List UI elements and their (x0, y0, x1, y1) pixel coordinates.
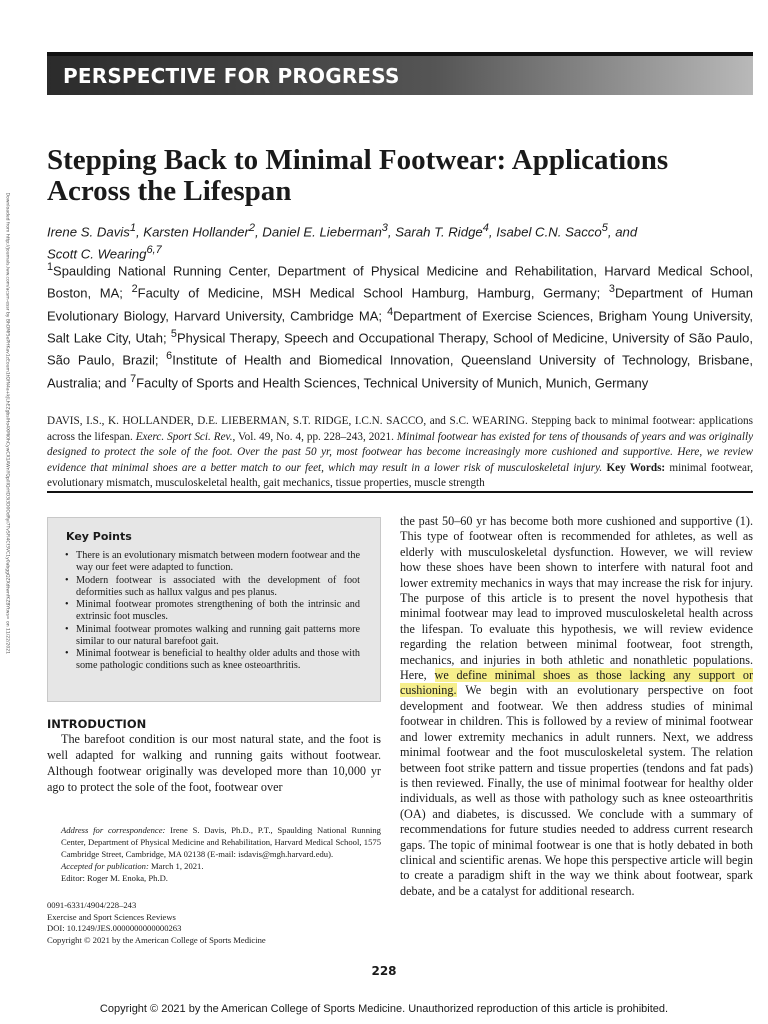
author-list: Irene S. Davis$^1$, Karsten Hollander$^2$, Daniel E. Lieberman$^3$, Sarah T. Ridge$^4$, Isabel C.N. Sacco$^5$, and Scott C. Wearing$^{6,7}$ (47, 222, 638, 262)
journal-line: Exercise and Sport Sciences Reviews (47, 911, 176, 922)
download-watermark (0, 192, 13, 820)
author-name: Scott C. Wearing (47, 246, 147, 262)
key-point-item: • Modern footwear is associated with the development of foot deformities such as hallux valgus and pes planus. (64, 575, 360, 599)
section-banner (47, 52, 753, 95)
section-divider (47, 491, 753, 493)
abstract-summary: Minimal footwear has existed for tens of thousands of years and was originally designed to protect the sole of the foot. Over the past 50 yr, most footwear has become increasingly more cushioned and supportive. Here, we review evidence that minimal shoes are a better match to our feet, which may result in a lower risk of musculoskeletal injury. (47, 430, 754, 474)
affiliation-item: Faculty of Medicine, MSH Medical School Hamburg, Hamburg, Germany; (137, 285, 601, 301)
key-point-item: • Minimal footwear promotes strengthening of both the intrinsic and extrinsic foot muscles. (64, 599, 360, 623)
key-point-item: • There is an evolutionary mismatch between modern footwear and the way our feet were adapted to function. (64, 550, 360, 574)
keywords: minimal footwear, evolutionary mismatch, musculoskeletal health, gait mechanics, tissue properties, muscle strength (47, 461, 754, 489)
correspondence-footnote (47, 824, 381, 884)
editor-line: Editor: Roger M. Enoka, Ph.D. (61, 873, 168, 883)
author-name: Karsten Hollander (143, 224, 249, 240)
introduction-heading: INTRODUCTION (47, 717, 147, 731)
key-points-title: Key Points (66, 530, 132, 543)
affiliation-item: Physical Therapy, Speech and Occupational Therapy, School of Medicine, University of São Paulo, São Paulo, Brazil; (47, 330, 753, 368)
banner-label: PERSPECTIVE FOR PROGRESS (63, 64, 400, 88)
body-text: the past 50–60 yr has become both more cushioned and supportive (1). This type of footwear often is recommended for athletes, as well as elderly with musculoskeletal dysfunction. However, we will review how these shoes have been shown to interfere with natural foot and lower extremity mechanics in ways that may increase the risk for injury. The purpose of this article is to present the novel hypothesis that minimal footwear may lead to improved musculoskeletal health across the lifespan. To evaluate this hypothesis, we will review evidence regarding the relation between minimal footwear, foot strength, mechanics, and injuries in both athletic and nonathletic populations. Here, (400, 514, 753, 683)
affiliation-item: Department of Human Evolutionary Biology, Harvard University, Cambridge MA; (47, 285, 753, 323)
author-name: Irene S. Davis (47, 224, 130, 240)
article-title: Stepping Back to Minimal Footwear: Applications Across the Lifespan (47, 144, 669, 207)
body-text-column (400, 514, 753, 899)
body-text: We begin with an evolutionary perspective on foot development and footwear. We then address studies of minimal footwear in children. This is followed by a review of minimal footwear and lower extremity mechanics in adult runners. Next, we address minimal footwear and the foot musculoskeletal system. The relation between foot strike pattern and tissue properties (tendons and fat pads) is then reviewed. Finally, the use of minimal footwear for healthy older individuals, as well as those with pathology such as knee osteoarthritis (OA) and diabetes, is discussed. We conclude with a summary of recommendations for future studies needed to address current research gaps. The topic of minimal footwear is one that is hotly debated in both clinical and scientific arenas. We hope this perspective article will begin to create a paradigm shift in the way we think about footwear, spark debate, and be a catalyst for additional research. (400, 683, 754, 898)
affiliation-item: Department of Exercise Sciences, Brigham Young University, Salt Lake City, Utah; (47, 307, 753, 346)
publication-info (47, 900, 381, 946)
key-points-list (64, 550, 360, 673)
issn-line: 0091-6331/4904/228–243 (47, 900, 137, 910)
author-name: Daniel E. Lieberman (262, 224, 382, 240)
key-points-box (47, 517, 381, 702)
copyright-footer: Copyright © 2021 by the American College of Sports Medicine. Unauthorized reproduction of this article is prohibited. (99, 1003, 669, 1015)
key-point-item: • Minimal footwear is beneficial to healthy older adults and those with some pathologic conditions such as knee osteoarthritis. (64, 648, 360, 672)
banner-bar (47, 56, 753, 95)
affiliations: $^1$Spaulding National Running Center, Department of Physical Medicine and Rehabilitation, Harvard Medical School, Boston, MA; $^2$Faculty of Medicine, MSH Medical School Hamburg, Hamburg, Germany; $^3$Department of Human Evolutionary Biology, Harvard University, Cambridge MA; $^4$Department of Exercise Sciences, Brigham Young University, Salt Lake City, Utah; $^5$Physical Therapy, Speech and Occupational Therapy, School of Medicine, University of São Paulo, São Paulo, Brazil; $^6$Institute of Health and Biomedical Innovation, Queensland University of Technology, Brisbane, Australia; and $^7$Faculty of Sports and Health Sciences, Technical University of Munich, Munich, Germany (47, 261, 753, 390)
accepted-date: March 1, 2021. (150, 861, 204, 871)
affiliation-item: Faculty of Sports and Health Sciences, Technical University of Munich, Munich, Germany (136, 374, 649, 390)
highlighted-text[interactable]: we define minimal shoes as those lacking any support or cushioning. (400, 668, 754, 698)
author-name: Sarah T. Ridge (395, 224, 483, 240)
correspondence-text: Irene S. Davis, Ph.D., P.T., Spaulding National Running Center, Department of Physical Medicine and Rehabilitation, Harvard Medical School, 1575 Cambridge Street, Cambridge, MA 02138 (E-mail: isdavis@mgh.harvard.edu). (61, 825, 381, 859)
accepted-label: Accepted for publication: (61, 861, 149, 871)
doi-line: DOI: 10.1249/JES.0000000000000263 (47, 923, 182, 934)
affiliation-item: Institute of Health and Biomedical Innovation, Queensland University of Technology, Brisbane, Australia; and (47, 352, 753, 390)
page-number: 228 (371, 964, 397, 978)
abstract (47, 414, 753, 492)
copyright-line: Copyright © 2021 by the American College of Sports Medicine (47, 934, 266, 945)
correspondence-label: Address for correspondence: (61, 825, 166, 835)
keywords-label: Key Words: (606, 461, 666, 474)
affiliation-item: Spaulding National Running Center, Department of Physical Medicine and Rehabilitation, Harvard Medical School, Boston, MA; (47, 263, 753, 301)
author-name: Isabel C.N. Sacco (496, 224, 602, 240)
introduction-text: The barefoot condition is our most natural state, and the foot is well adapted for walking and running gaits without footwear. Although footwear originally was developed more than 10,000 yr ago to protect the sole of the foot, footwear over (47, 732, 381, 794)
journal-volume: , Vol. 49, No. 4, pp. 228–243, 2021. (232, 430, 394, 443)
key-point-item: • Minimal footwear promotes walking and running gait patterns more similar to our natural barefoot gait. (64, 624, 360, 648)
journal-name: Exerc. Sport Sci. Rev. (135, 430, 233, 443)
download-watermark-text: Downloaded from http://journals.lww.com/acsm-essr by BhDMf5ePHKav1zEoum1tQfN4a+kJLhEZgbsIHo4XMi0hCywCX1AWnYQp/IlQrHD3i3D0OdRyi7TvSFl4Cf3VC1y0abggQZXdtwnfKZBYtws= on 11/22/2021 (4, 192, 10, 654)
abstract-citation: DAVIS, I.S., K. HOLLANDER, D.E. LIEBERMAN, S.T. RIDGE, I.C.N. SACCO, and S.C. WEARING. Stepping back to minimal footwear: applications across the lifespan. (47, 415, 753, 443)
